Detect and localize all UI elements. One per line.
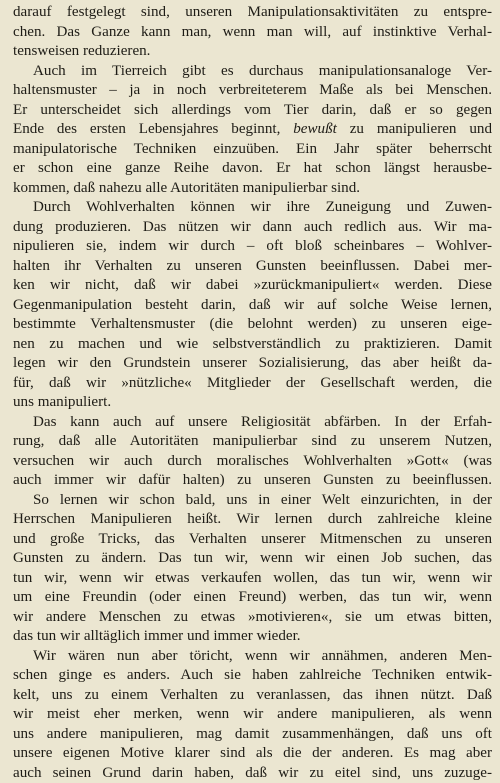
text-line: unsere eigenen Motive klarer sind als die der anderen. Es mag aber [13,744,492,764]
text-line: halten ihr Verhalten zu unseren Gunsten beeinflussen. Dabei mer- [13,257,492,277]
text-line: ken wir nicht, daß wir dabei »zurückmanipuliert« werden. Diese [13,276,492,296]
text-line: bestimmte Verhaltensmuster (die belohnt werden) zu unseren eige- [13,315,492,335]
text-line: tun wir, wenn wir etwas verkaufen wollen, das tun wir, wenn wir [13,569,492,589]
paragraph-2 [13,62,492,199]
text-line: legen wir den Grundstein unserer Sozialisierung, das aber heißt da- [13,354,492,374]
text-line: nipulieren sie, indem wir durch – oft bloß scheinbares – Wohlver- [13,237,492,257]
text-line: kelt, uns zu einem Verhalten zu veranlassen, das ihnen nützt. Daß [13,686,492,706]
text-line: wir meist eher merken, wenn wir andere manipulieren, als wenn [13,705,492,725]
text-line-with-emphasis: Ende des ersten Lebensjahres beginnt, bewußt zu manipulieren und [13,120,492,140]
text-line: nen zu machen und wie selbstverständlich zu praktizieren. Damit [13,335,492,355]
text-line: chen. Das Ganze kann man, wenn man will, auf instinktive Verhal- [13,23,492,43]
text-line: So lernen wir schon bald, uns in einer Welt einzurichten, in der [13,491,492,511]
emphasized-word: bewußt [293,121,337,137]
paragraph-6 [13,647,492,783]
paragraph-5 [13,491,492,647]
text-line: rung, daß alle Autoritäten manipulierbar sind zu unserem Nutzen, [13,432,492,452]
text-line: und große Tricks, das Verhalten unserer Mitmenschen zu unseren [13,530,492,550]
text-line: Durch Wohlverhalten können wir ihre Zuneigung und Zuwen- [13,198,492,218]
text-line: uns andere manipulieren, mag damit zusammenhängen, daß uns oft [13,725,492,745]
text-line: Das kann auch auf unsere Religiosität abfärben. In der Erfah- [13,413,492,433]
paragraph-1 [13,3,492,62]
text-line: für, daß wir »nützliche« Mitglieder der Gesellschaft werden, die [13,374,492,394]
text-line: manipulatorische Techniken einzuüben. Ein Jahr später beherrscht [13,140,492,160]
text-line: tensweisen reduzieren. [13,42,492,62]
text-line: Herrschen Manipulieren heißt. Wir lernen durch zahlreiche kleine [13,510,492,530]
text-line: Wir wären nun aber töricht, wenn wir annähmen, anderen Men- [13,647,492,667]
text-line: auch immer wir dafür halten) zu unseren Gunsten zu beeinflussen. [13,471,492,491]
text-line: dung produzieren. Das nützen wir dann auch redlich aus. Wir ma- [13,218,492,238]
text-line: um eine Freundin (oder einen Freund) werben, das tun wir, wenn [13,588,492,608]
text-line: kommen, daß nahezu alle Autoritäten manipulierbar sind. [13,179,492,199]
text-line: darauf festgelegt sind, unseren Manipulationsaktivitäten zu entspre- [13,3,492,23]
text-line: das tun wir alltäglich immer und immer wieder. [13,627,492,647]
text-line: Auch im Tierreich gibt es durchaus manipulationsanaloge Ver- [13,62,492,82]
text-line: uns manipuliert. [13,393,492,413]
text-line: er schon eine ganze Reihe davon. Er hat schon längst herausbe- [13,159,492,179]
text-line: Gegenmanipulation besteht darin, daß wir auf solche Weise lernen, [13,296,492,316]
text-line: versuchen wir auch durch moralisches Wohlverhalten »Gott« (was [13,452,492,472]
text-line: haltensmuster – ja in noch verbreiteterem Maße als bei Menschen. [13,81,492,101]
text-line: Gunsten zu ändern. Das tun wir, wenn wir einen Job suchen, das [13,549,492,569]
text-line: auch seinen Grund darin haben, daß wir zu eitel sind, uns zuzuge- [13,764,492,783]
text-line: wir andere Menschen zu etwas »motivieren«, sie um etwas bitten, [13,608,492,628]
paragraph-4 [13,413,492,491]
paragraph-3 [13,198,492,413]
text-line: schen ginge es anders. Auch sie haben zahlreiche Techniken entwik- [13,666,492,686]
text-line: Er unterscheidet sich allerdings vom Tier darin, daß er so gegen [13,101,492,121]
